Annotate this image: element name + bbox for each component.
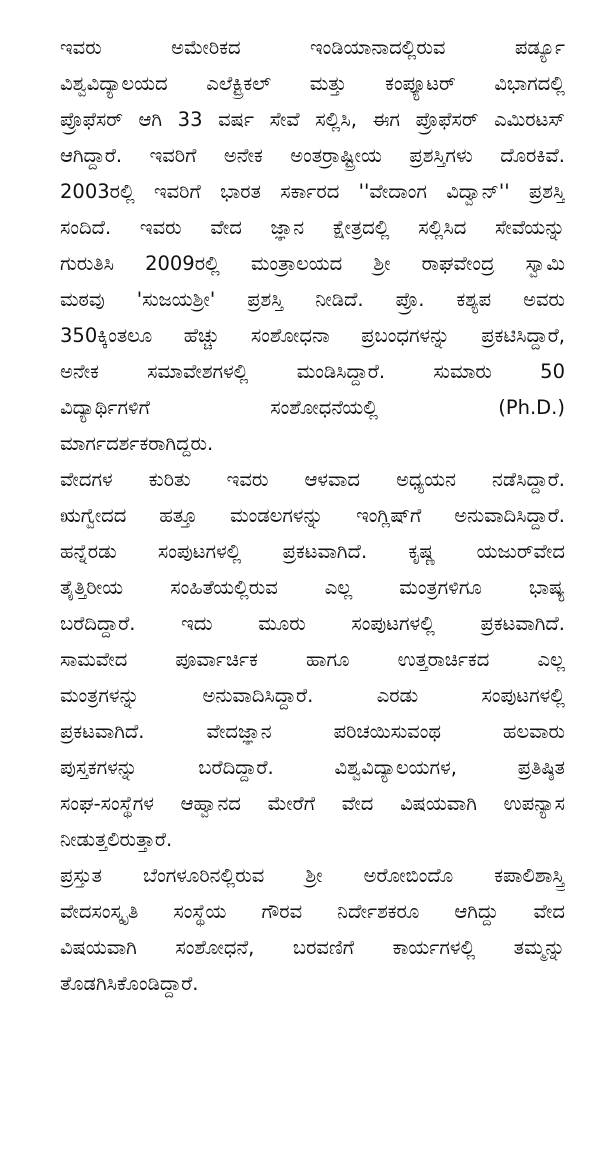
text-line: ಮಾರ್ಗದರ್ಶಕರಾಗಿದ್ದರು.	[60, 432, 214, 455]
text-line: ತೈತ್ತಿರೀಯ ಸಂಹಿತೆಯಲ್ಲಿರುವ ಎಲ್ಲ ಮಂತ್ರಗಳಿಗೂ ಭಾಷ್ಯ	[60, 576, 565, 599]
text-line: ಪುಸ್ತಕಗಳನ್ನು ಬರೆದಿದ್ದಾರೆ. ವಿಶ್ವವಿದ್ಯಾಲಯಗಳ, ಪ್ರತಿಷ್ಠಿತ	[60, 756, 565, 779]
text-line: ನೀಡುತ್ತಲಿರುತ್ತಾರೆ.	[60, 828, 173, 851]
text-line: 350ಕ್ಕಿಂತಲೂ ಹೆಚ್ಚು ಸಂಶೋಧನಾ ಪ್ರಬಂಧಗಳನ್ನು ಪ್ರಕಟಿಸಿದ್ದಾರೆ,	[60, 324, 565, 347]
text-line: ಹನ್ನೆರಡು ಸಂಪುಟಗಳಲ್ಲಿ ಪ್ರಕಟವಾಗಿದೆ. ಕೃಷ್ಣ ಯಜುರ್‌ವೇದ	[60, 540, 565, 563]
text-line: ವಿದ್ಯಾರ್ಥಿಗಳಿಗೆ ಸಂಶೋಧನೆಯಲ್ಲಿ (Ph.D.)	[60, 396, 565, 419]
text-line: ಇವರು ಅಮೇರಿಕದ ಇಂಡಿಯಾನಾದಲ್ಲಿರುವ ಪರ್ಡ್ಯೂ	[60, 36, 565, 59]
text-line: ತೊಡಗಿಸಿಕೊಂಡಿದ್ದಾರೆ.	[60, 972, 199, 995]
text-line: ವೇದಗಳ ಕುರಿತು ಇವರು ಆಳವಾದ ಅಧ್ಯಯನ ನಡೆಸಿದ್ದಾರೆ.	[60, 468, 565, 491]
text-line: ಮಠವು 'ಸುಜಯಶ್ರೀ' ಪ್ರಶಸ್ತಿ ನೀಡಿದೆ. ಪ್ರೊ. ಕಶ್ಯಪ ಅವರು	[60, 288, 565, 311]
text-line: ಬರೆದಿದ್ದಾರೆ. ಇದು ಮೂರು ಸಂಪುಟಗಳಲ್ಲಿ ಪ್ರಕಟವಾಗಿದೆ.	[60, 612, 565, 635]
paragraph-current-role	[60, 858, 565, 1002]
text-line: ಸಂಘ-ಸಂಸ್ಥೆಗಳ ಆಹ್ವಾನದ ಮೇರೆಗೆ ವೇದ ವಿಷಯವಾಗಿ ಉಪನ್ಯಾಸ	[60, 792, 565, 815]
text-line: ಸಾಮವೇದ ಪೂರ್ವಾರ್ಚಿಕ ಹಾಗೂ ಉತ್ತರಾರ್ಚಿಕದ ಎಲ್ಲ	[60, 648, 565, 671]
text-line: ಸಂದಿದೆ. ಇವರು ವೇದ ಜ್ಞಾನ ಕ್ಷೇತ್ರದಲ್ಲಿ ಸಲ್ಲಿಸಿದ ಸೇವೆಯನ್ನು	[60, 216, 565, 239]
text-line: ಮಂತ್ರಗಳನ್ನು ಅನುವಾದಿಸಿದ್ದಾರೆ. ಎರಡು ಸಂಪುಟಗಳಲ್ಲಿ	[60, 684, 565, 707]
text-line: ವಿಶ್ವವಿದ್ಯಾಲಯದ ಎಲೆಕ್ಟ್ರಿಕಲ್ ಮತ್ತು ಕಂಪ್ಯೂಟರ್ ವಿಭಾಗದಲ್ಲಿ	[60, 72, 565, 95]
text-line: ಪ್ರಸ್ತುತ ಬೆಂಗಳೂರಿನಲ್ಲಿರುವ ಶ್ರೀ ಅರೋಬಿಂದೊ ಕಪಾಲಿಶಾಸ್ತ್ರಿ	[60, 864, 565, 887]
text-line: 2003ರಲ್ಲಿ ಇವರಿಗೆ ಭಾರತ ಸರ್ಕಾರದ ''ವೇದಾಂಗ ವಿದ್ವಾನ್'' ಪ್ರಶಸ್ತಿ	[60, 180, 565, 203]
text-line: ಪ್ರೊಫೆಸರ್ ಆಗಿ 33 ವರ್ಷ ಸೇವೆ ಸಲ್ಲಿಸಿ, ಈಗ ಪ್ರೊಫೆಸರ್ ಎಮಿರಟಸ್	[60, 108, 565, 131]
text-line: ಅನೇಕ ಸಮಾವೇಶಗಳಲ್ಲಿ ಮಂಡಿಸಿದ್ದಾರೆ. ಸುಮಾರು 50	[60, 360, 565, 383]
text-line: ವಿಷಯವಾಗಿ ಸಂಶೋಧನೆ, ಬರವಣಿಗೆ ಕಾರ್ಯಗಳಲ್ಲಿ ತಮ್ಮನ್ನು	[60, 936, 565, 959]
text-line: ಪ್ರಕಟವಾಗಿದೆ. ವೇದಜ್ಞಾನ ಪರಿಚಯಿಸುವಂಥ ಹಲವಾರು	[60, 720, 565, 743]
paragraph-biography	[60, 30, 565, 462]
text-line: ಗುರುತಿಸಿ 2009ರಲ್ಲಿ ಮಂತ್ರಾಲಯದ ಶ್ರೀ ರಾಘವೇಂದ್ರ ಸ್ವಾಮಿ	[60, 252, 565, 275]
text-line: ಆಗಿದ್ದಾರೆ. ಇವರಿಗೆ ಅನೇಕ ಅಂತರ್‍ರಾಷ್ಟ್ರೀಯ ಪ್ರಶಸ್ತಿಗಳು ದೊರಕಿವೆ.	[60, 144, 565, 167]
text-line: ಋಗ್ವೇದದ ಹತ್ತೂ ಮಂಡಲಗಳನ್ನು ಇಂಗ್ಲಿಷ್‌ಗೆ ಅನುವಾದಿಸಿದ್ದಾರೆ.	[60, 504, 565, 527]
text-line: ವೇದಸಂಸ್ಕೃತಿ ಸಂಸ್ಥೆಯ ಗೌರವ ನಿರ್ದೇಶಕರೂ ಆಗಿದ್ದು ವೇದ	[60, 900, 565, 923]
paragraph-vedic-work	[60, 462, 565, 858]
body-text	[60, 30, 565, 1002]
